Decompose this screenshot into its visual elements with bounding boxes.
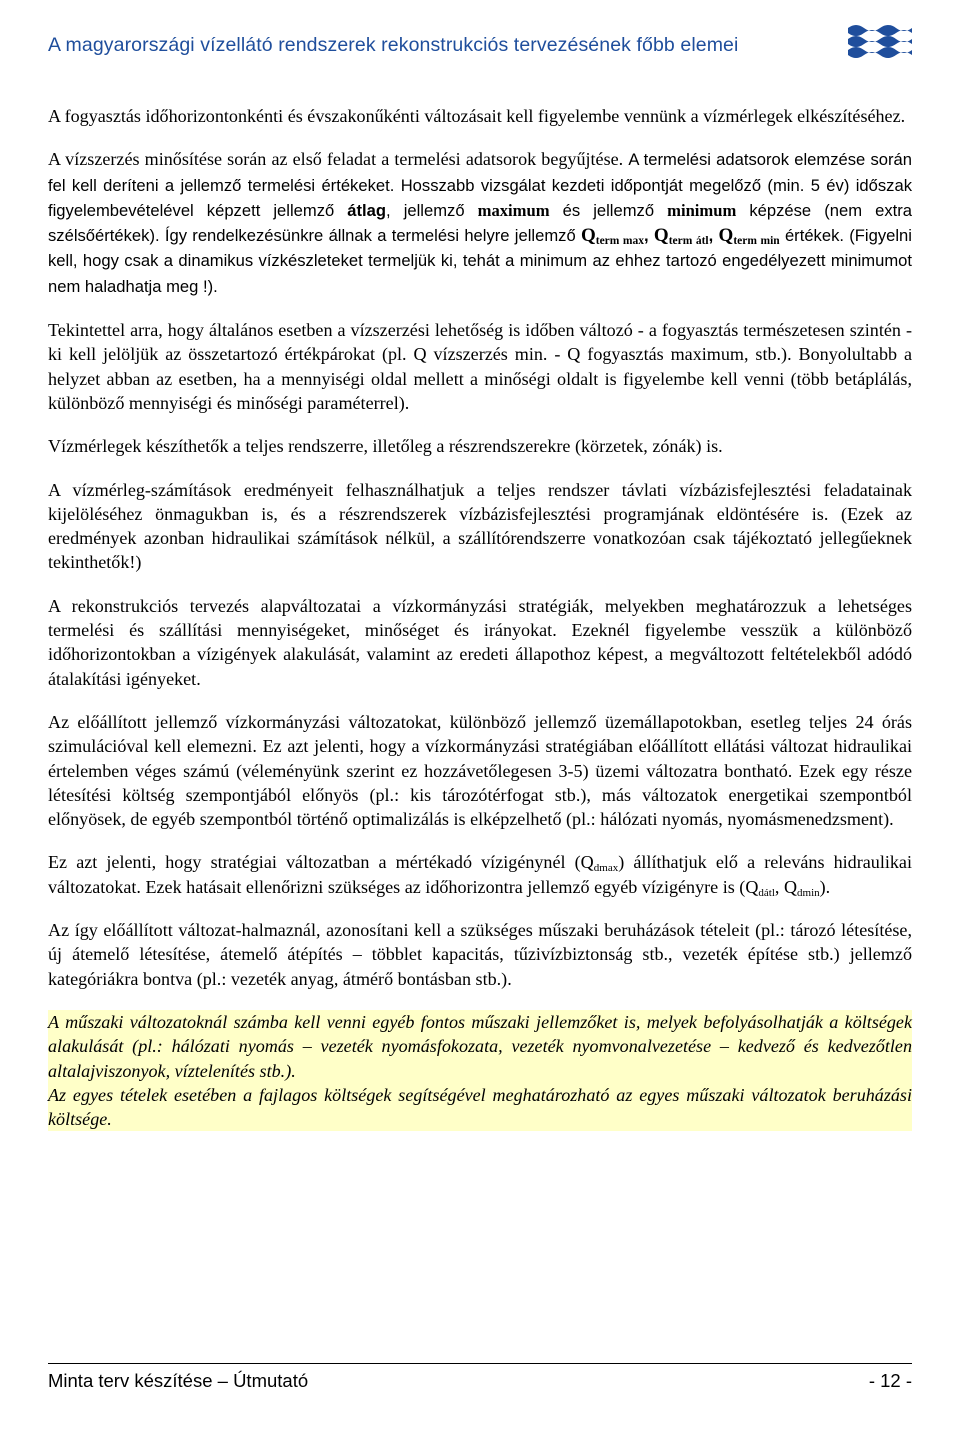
p2-bold-maximum: maximum	[477, 200, 550, 220]
p8-text-c: , Q	[774, 876, 798, 897]
p2-text-d: képzése (nem extra szélsőértékek). Így rendelkezésünkre állnak a termelési helyre jellemző	[48, 200, 912, 246]
paragraph-3: Tekintettel arra, hogy általános esetben a vízszerzési lehetőség is időben változó - a fogyasztás természetesen szintén - ki kell jelöljük az összetartozó értékpárokat (pl. Q vízszerzés min. - Q fogyasztás maximum, stb.). Bonyolultabb a helyzet abban az esetben, ha a mennyiségi oldal mellett a minőségi oldalt is figyelembe kell venni (több betáplálás, különböző mennyiségi és minőségi paraméterrel).	[48, 320, 912, 413]
comma-1: ,	[644, 226, 654, 246]
p2-sentence-1: A vízszerzés minősítése során az első feladat a termelési adatsorok begyűjtése.	[48, 149, 624, 170]
paragraph-1: A fogyasztás időhorizontonkénti és évszakonűkénti változásait kell figyelembe vennünk a vízmérlegek elkészítéséhez.	[48, 106, 906, 126]
p2-text-b: , jellemző	[386, 200, 478, 220]
p2-bold-minimum: minimum	[667, 200, 737, 220]
q-term-atl: $Q_{term átl}$	[653, 225, 709, 248]
paragraph-10: A műszaki változatoknál számba kell venni egyéb fontos műszaki jellemzőket is, melyek befolyásolhatják a költségek alakulását (pl.: hálózati nyomás – vezeték nyomásfokozata, vezeték nyomvonalvezetése – kedvező és kedvezőtlen altalajviszonyok, víztelenítés stb.).	[48, 1011, 912, 1081]
header-title: A magyarországi vízellátó rendszerek rekonstrukciós tervezésének főbb elemei	[48, 34, 739, 56]
footer-divider	[48, 1363, 912, 1364]
paragraph-6: A rekonstrukciós tervezés alapváltozatai a vízkormányzási stratégiák, melyekben meghatározzuk a lehetséges termelési és szállítási mennyiségeket, minőséget és irányokat. Ezeknél figyelembe vesszük a különböző időhorizontokban a vízigények alakulását, valamint az eredeti állapothoz képest, a megváltozott feltételekből adódó átalakítási igényeket.	[48, 595, 912, 689]
paragraph-5: A vízmérleg-számítások eredményeit felhasználhatjuk a teljes rendszer távlati vízbázisfejlesztési feladatainak kijelöléséhez önmagukban is, és a részrendszerek vízbázisfejlesztési programjának eldöntésére is. (Ezek az eredmények azonban hidraulikai számítások nélkül, a szállítórendszerre vonatkozóan csak tájékoztató jellegűeknek tekinthetők!)	[48, 479, 912, 573]
paragraph-8	[48, 850, 912, 899]
water-waves-logo-icon	[846, 20, 912, 62]
q-term-max: $Q_{term max}$	[580, 225, 644, 248]
p2-sans-text	[48, 150, 912, 295]
page-content	[48, 104, 912, 1131]
highlighted-note	[48, 1010, 912, 1131]
paragraph-4: Vízmérlegek készíthetők a teljes rendszerre, illetőleg a részrendszerekre (körzetek, zónák) is.	[48, 436, 723, 457]
p8-text-b: ) állíthatjuk elő a releváns hidraulikai változatokat. Ezek hatásait ellenőrizni szükséges az időhorizontra jellemző egyéb vízigényre is (Q	[48, 852, 912, 897]
p8-text-d: ).	[819, 876, 831, 897]
paragraph-11: Az egyes tételek esetében a fajlagos költségek segítségével meghatározható az egyes műszaki változatok beruházási költsége.	[48, 1084, 912, 1130]
paragraph-7: Az előállított jellemző vízkormányzási változatokat, különböző jellemző üzemállapotokban, esetleg teljes 24 órás szimulációval kell elemezni. Ez azt jelenti, hogy a vízkormányzási stratégiában előállított ellátási változat hidraulikai értelemben véges számú (véleményünk szerint ez hozzávetőlegesen 3-5) üzemi változatra bontható. Ezek egy része létesítési költség szempontjából előnyös (pl.: kis tározótérfogat stb.), más változatok energetikai szempontból előnyösek, de egyéb szempontból történő optimalizálás is elképzelhető (pl.: hálózati nyomás, nyomásmenedzsment).	[48, 711, 912, 830]
paragraph-2	[48, 147, 912, 299]
page-header	[48, 34, 912, 64]
p2-text-c: és jellemző	[549, 200, 668, 220]
comma-2: ,	[708, 226, 719, 246]
p2-bold-atlag: átlag	[347, 200, 387, 220]
footer-page-number: - 12 -	[868, 1370, 912, 1391]
paragraph-9: Az így előállított változat-halmaznál, azonosítani kell a szükséges műszaki beruházások tételeit (pl.: tározó létesítése, új átemelő létesítése, átemelő átépítés – többlet kapacitás, tűzivízbiztonság stb., vezeték építése stb.) jellemző kategóriákra bontva (pl.: vezeték anyag, átmérő bontásban stb.).	[48, 920, 912, 989]
p8-sub-datl: dátl	[758, 886, 775, 899]
q-term-min: $Q_{term min}$	[718, 225, 780, 248]
p8-sub-dmax: dmax	[593, 862, 619, 875]
p8-sub-dmin: dmin	[797, 886, 820, 899]
p8-text-a: Ez azt jelenti, hogy stratégiai változatban a mértékadó vízigénynél (Q	[48, 852, 594, 873]
footer-document-title: Minta terv készítése – Útmutató	[48, 1370, 309, 1391]
p2-text-a: A termelési adatsorok elemzése során fel kell deríteni a jellemző termelési értékeket. Hosszabb vizsgálat kezdeti időpontját megelőző (min. 5 év) időszak figyelembevételével képzett jellemző	[48, 150, 912, 220]
p2-text-e: értékek. (Figyelni kell, hogy csak a dinamikus vízkészleteket termeljük ki, tehát a minimum az ehhez tartozó engedélyezett minimumot nem haladhatja meg !).	[48, 226, 912, 296]
